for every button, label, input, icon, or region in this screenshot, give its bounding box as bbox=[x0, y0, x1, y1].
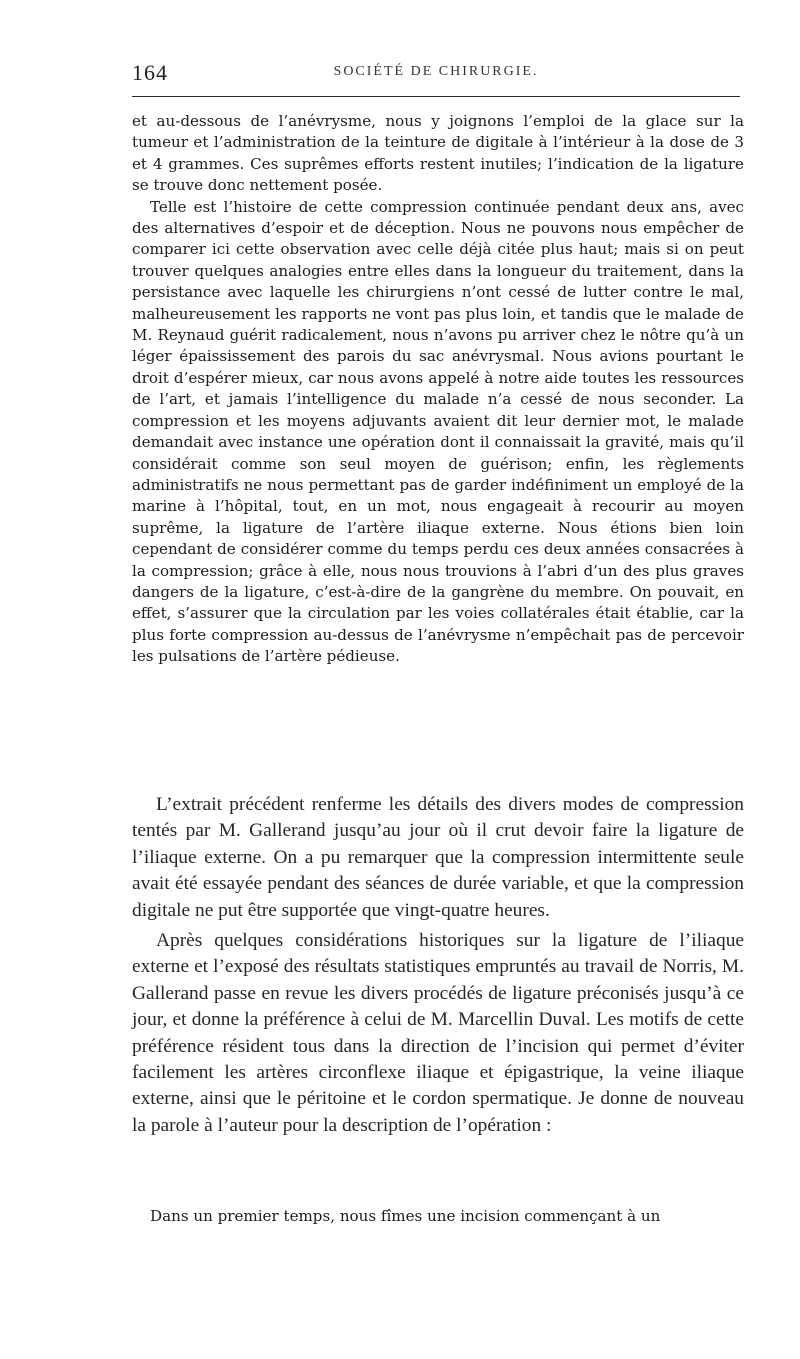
excerpt-paragraph: Telle est l’histoire de cette compression continuée pendant deux ans, avec des alternatives d’espoir et de déception. Nous ne pouvons nous empêcher de comparer ici cette observation avec celle déjà citée plus haut; mais si on peut trouver quelques analogies entre elles dans la longueur du traitement, dans la persistance avec laquelle les chirurgiens n’ont cessé de lutter contre le mal, malheureusement les rapports ne vont pas plus loin, et tandis que le malade de M. Reynaud guérit radicalement, nous n’avons pu arriver chez le nôtre qu’à un léger épaississement des parois du sac anévrysmal. Nous avions pourtant le droit d’espérer mieux, car nous avons appelé à notre aide toutes les ressources de l’art, et jamais l’intelligence du malade n’a cessé de nous seconder. La compression et les moyens adjuvants avaient dit leur dernier mot, le malade demandait avec instance une opération dont il connaissait la gravité, mais qu’il considérait comme son seul moyen de guérison; enfin, les règlements administratifs ne nous permettant pas de garder indéfiniment un employé de la marine à l’hôpital, tout, en un mot, nous engageait à recourir au moyen suprême, la ligature de l’artère iliaque externe. Nous étions bien loin cependant de considérer comme du temps perdu ces deux années consacrées à la compression; grâce à elle, nous nous trouvions à l’abri d’un des plus graves dangers de la ligature, c’est-à-dire de la gangrène du membre. On pouvait, en effet, s’assurer que la circulation par les voies collatérales était établie, car la plus forte compression au-dessus de l’anévrysme n’empêchait pas de percevoir les pulsations de l’artère pédieuse. bbox=[132, 197, 744, 666]
page-header bbox=[132, 52, 740, 92]
header-rule bbox=[132, 96, 740, 97]
excerpt-paragraph: et au-dessous de l’anévrysme, nous y joignons l’emploi de la glace sur la tumeur et l’administration de la teinture de digitale à l’intérieur à la dose de 3 et 4 grammes. Ces suprêmes efforts restent inutiles; l’indication de la ligature se trouve donc nettement posée. bbox=[132, 112, 744, 195]
quoted-excerpt bbox=[132, 111, 744, 668]
commentary-paragraph: L’extrait précédent renferme les détails des divers modes de compression tentés par M. Gallerand jusqu’au jour où il crut devoir faire la ligature de l’iliaque externe. On a pu remarquer que la compression intermittente seule avait été essayée pendant des séances de durée variable, et que la compression digitale ne put être supportée que vingt-quatre heures. bbox=[132, 794, 744, 921]
commentary-paragraph: Après quelques considérations historiques sur la ligature de l’iliaque externe et l’exposé des résultats statistiques empruntés au travail de Norris, M. Gallerand passe en revue les divers procédés de ligature préconisés jusqu’à ce jour, et donne la préférence à celui de M. Marcellin Duval. Les motifs de cette préférence résident tous dans la direction de l’incision qui permet d’éviter facilement les artères circonflexe iliaque et épigastrique, la veine iliaque externe, ainsi que le péritoine et le cordon spermatique. Je donne de nouveau la parole à l’auteur pour la description de l’opération : bbox=[132, 930, 744, 1136]
page-number: 164 bbox=[132, 60, 168, 85]
commentary-text bbox=[132, 792, 744, 1139]
continuation-line: Dans un premier temps, nous fîmes une incision commençant à un bbox=[150, 1207, 661, 1225]
running-title: SOCIÉTÉ DE CHIRURGIE. bbox=[333, 64, 539, 79]
continued-excerpt bbox=[132, 1206, 744, 1227]
